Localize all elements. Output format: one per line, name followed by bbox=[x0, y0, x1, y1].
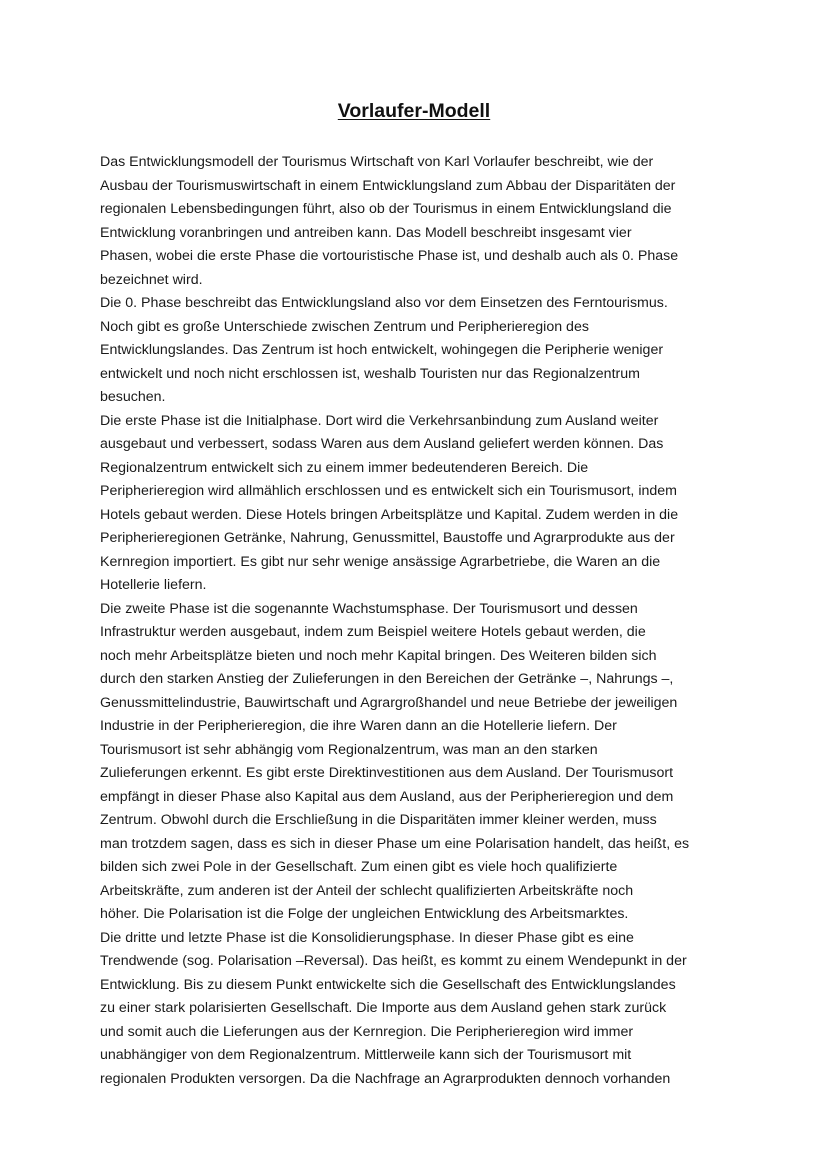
text-line: regionalen Produkten versorgen. Da die Nachfrage an Agrarprodukten dennoch vorhanden bbox=[100, 1070, 671, 1087]
text-line: Infrastruktur werden ausgebaut, indem zum Beispiel weitere Hotels gebaut werden, die bbox=[100, 624, 646, 640]
text-line: bezeichnet wird. bbox=[100, 271, 203, 288]
text-line: Zulieferungen erkennt. Es gibt erste Direktinvestitionen aus dem Ausland. Der Tourismusort bbox=[100, 765, 674, 781]
text-line: noch mehr Arbeitsplätze bieten und noch mehr Kapital bringen. Des Weiteren bilden sich bbox=[100, 647, 657, 664]
text-line: Entwicklung. Bis zu diesem Punkt entwickelte sich die Gesellschaft des Entwicklungslandes bbox=[100, 976, 676, 993]
text-line: Peripherieregionen Getränke, Nahrung, Genussmittel, Baustoffe und Agrarprodukte aus der bbox=[100, 530, 675, 546]
text-line: Entwicklungslandes. Das Zentrum ist hoch entwickelt, wohingegen die Peripherie weniger bbox=[100, 342, 664, 358]
text-line: Regionalzentrum entwickelt sich zu einem immer bedeutenderen Bereich. Die bbox=[100, 459, 589, 476]
text-line: besuchen. bbox=[100, 389, 166, 405]
text-line: Industrie in der Peripherieregion, die ihre Waren dann an die Hotellerie liefern. Der bbox=[100, 718, 617, 734]
text-line: Die dritte und letzte Phase ist die Konsolidierungsphase. In dieser Phase gibt es eine bbox=[100, 929, 634, 946]
text-line: entwickelt und noch nicht erschlossen ist, weshalb Touristen nur das Regionalzentrum bbox=[100, 365, 640, 382]
text-line: empfängt in dieser Phase also Kapital aus dem Ausland, aus der Peripherieregion und dem bbox=[100, 788, 674, 805]
text-line: regionalen Lebensbedingungen führt, also ob der Tourismus in einem Entwicklungsland die bbox=[100, 201, 672, 217]
text-line: Peripherieregion wird allmählich erschlossen und es entwickelt sich ein Tourismusort, indem bbox=[100, 483, 677, 499]
text-line: Ausbau der Tourismuswirtschaft in einem Entwicklungsland zum Abbau der Disparitäten der bbox=[100, 177, 676, 194]
text-line: Trendwende (sog. Polarisation –Reversal). Das heißt, es kommt zu einem Wendepunkt in der bbox=[100, 953, 687, 969]
text-line: man trotzdem sagen, dass es sich in dieser Phase um eine Polarisation handelt, das heißt, es bbox=[100, 835, 690, 852]
text-line: unabhängiger von dem Regionalzentrum. Mittlerweile kann sich der Tourismusort mit bbox=[100, 1047, 632, 1063]
document-body bbox=[100, 151, 740, 1091]
text-line: Phasen, wobei die erste Phase die vortouristische Phase ist, und deshalb auch als 0. Phase bbox=[100, 248, 679, 264]
text-line: höher. Die Polarisation ist die Folge der ungleichen Entwicklung des Arbeitsmarktes. bbox=[100, 906, 629, 922]
text-line: Kernregion importiert. Es gibt nur sehr wenige ansässige Agrarbetriebe, die Waren an die bbox=[100, 553, 661, 570]
text-line: Noch gibt es große Unterschiede zwischen Zentrum und Peripherieregion des bbox=[100, 318, 589, 335]
text-line: Entwicklung voranbringen und antreiben kann. Das Modell beschreibt insgesamt vier bbox=[100, 224, 632, 241]
text-line: Die erste Phase ist die Initialphase. Dort wird die Verkehrsanbindung zum Ausland weiter bbox=[100, 412, 659, 429]
text-line: Hotels gebaut werden. Diese Hotels bringen Arbeitsplätze und Kapital. Zudem werden in die bbox=[100, 506, 679, 523]
text-line: Arbeitskräfte, zum anderen ist der Anteil der schlecht qualifizierten Arbeitskräfte noch bbox=[100, 882, 634, 899]
text-line: Die zweite Phase ist die sogenannte Wachstumsphase. Der Tourismusort und dessen bbox=[100, 600, 638, 617]
text-line: Hotellerie liefern. bbox=[100, 577, 207, 593]
text-line: Das Entwicklungsmodell der Tourismus Wirtschaft von Karl Vorlaufer beschreibt, wie der bbox=[100, 154, 654, 170]
text-line: Zentrum. Obwohl durch die Erschließung in die Disparitäten immer kleiner werden, muss bbox=[100, 812, 657, 828]
text-line: Die 0. Phase beschreibt das Entwicklungsland also vor dem Einsetzen des Ferntourismus. bbox=[100, 295, 668, 311]
text-line: bilden sich zwei Pole in der Gesellschaft. Zum einen gibt es viele hoch qualifizierte bbox=[100, 859, 618, 875]
text-line: Tourismusort ist sehr abhängig vom Regionalzentrum, was man an den starken bbox=[100, 741, 598, 758]
text-line: durch den starken Anstieg der Zulieferungen in den Bereichen der Getränke –, Nahrungs –, bbox=[100, 671, 674, 687]
text-line: zu einer stark polarisierten Gesellschaft. Die Importe aus dem Ausland gehen stark zurück bbox=[100, 1000, 667, 1016]
text-line: und somit auch die Lieferungen aus der Kernregion. Die Peripherieregion wird immer bbox=[100, 1023, 634, 1040]
text-line: Genussmittelindustrie, Bauwirtschaft und Agrargroßhandel und neue Betriebe der jeweiligen bbox=[100, 694, 678, 711]
text-line: ausgebaut und verbessert, sodass Waren aus dem Ausland geliefert werden können. Das bbox=[100, 436, 664, 452]
document-title: Vorlaufer-Modell bbox=[337, 100, 491, 122]
